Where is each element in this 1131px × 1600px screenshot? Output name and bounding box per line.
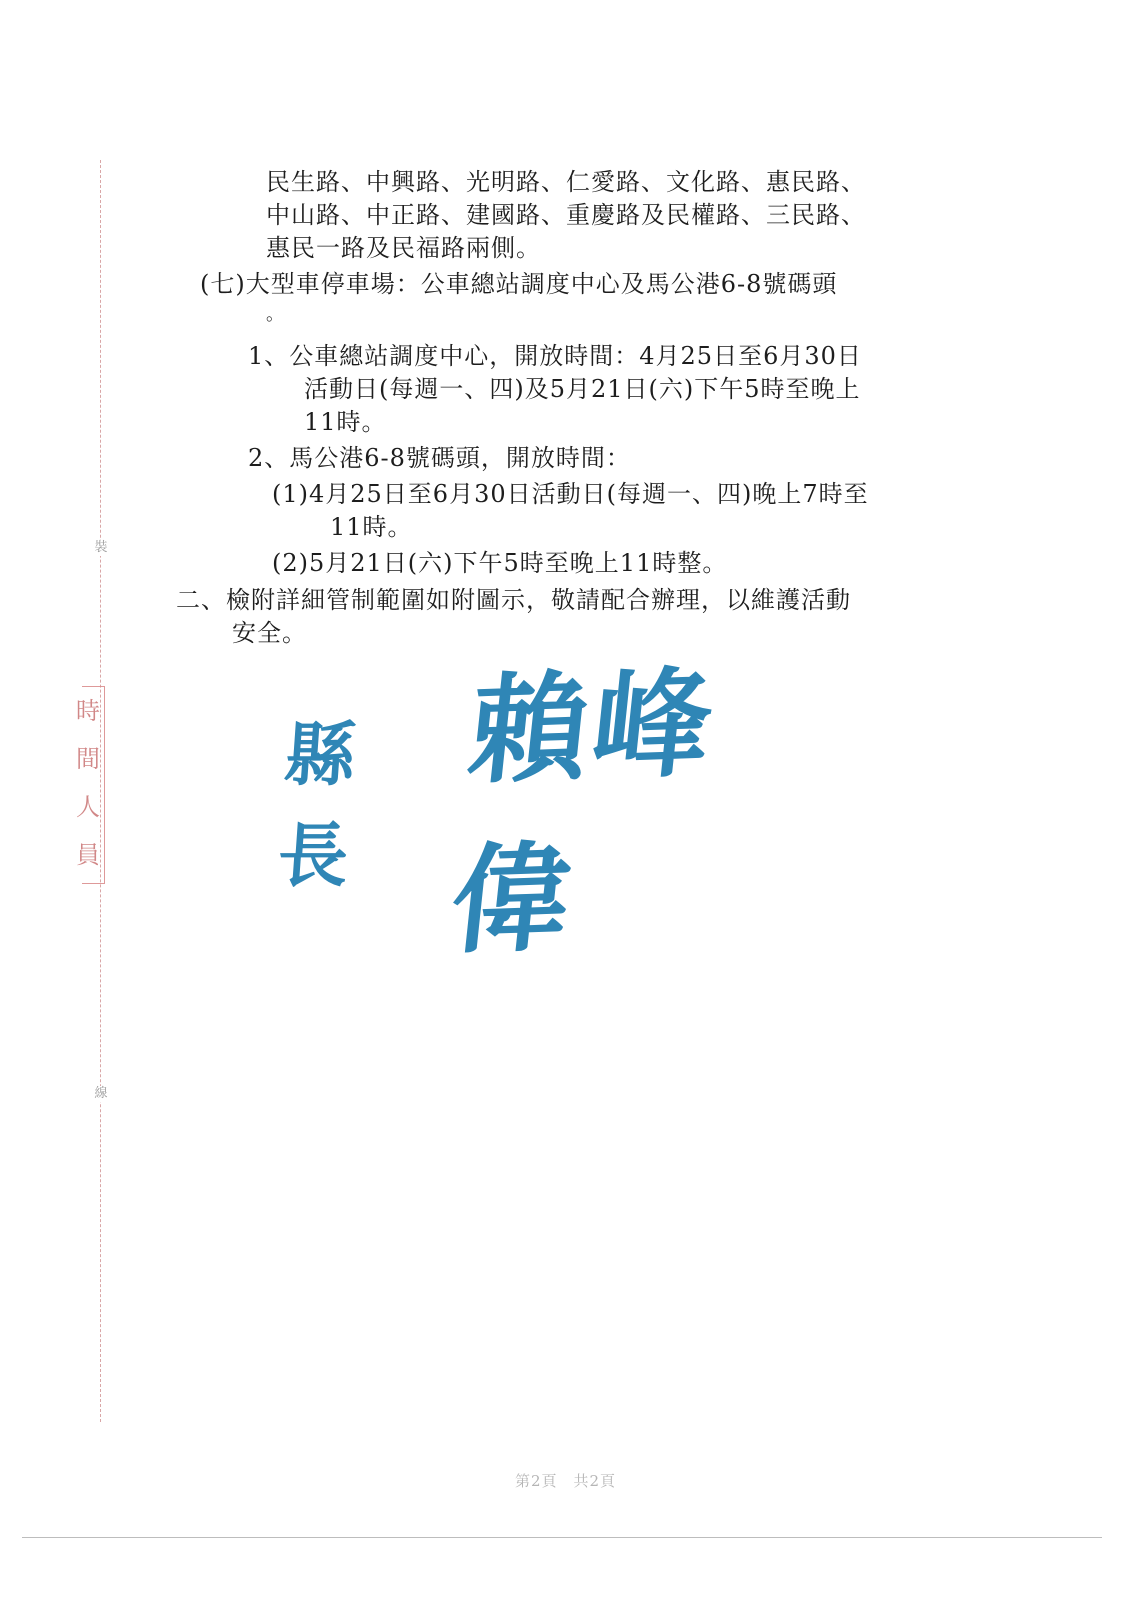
seal-stamp [76,686,105,884]
body-line-9: 2、馬公港6-8號碼頭，開放時間： [248,444,631,472]
binding-mark-bottom: 線 [90,1086,112,1102]
body-line-3: 惠民一路及民福路兩側。 [266,234,541,262]
body-line-7: 活動日(每週一、四)及5月21日(六)下午5時至晚上 [304,375,861,403]
body-line-1: 民生路、中興路、光明路、仁愛路、文化路、惠民路、 [266,168,866,196]
seal-character: 人 [76,793,100,821]
seal-character: 員 [76,841,100,869]
body-line-8: 11時。 [304,408,387,436]
county-magistrate-signature [275,652,822,971]
body-line-11: 11時。 [330,513,413,541]
body-line-10: (1)4月25日至6月30日活動日(每週一、四)晚上7時至 [272,480,869,508]
binding-mark-top: 裝 [90,540,112,556]
body-line-4: (七)大型車停車場：公車總站調度中心及馬公港6-8號碼頭 [200,270,838,298]
body-line-6: 1、公車總站調度中心，開放時間：4月25日至6月30日 [248,342,862,370]
page-indicator: 第2頁 共2頁 [514,1472,617,1490]
body-line-12: (2)5月21日(六)下午5時至晚上11時整。 [272,549,728,577]
body-line-14: 安全。 [232,619,307,647]
body-line-13: 二、檢附詳細管制範圍如附圖示，敬請配合辦理，以維護活動 [176,586,851,614]
footer-divider [22,1537,1102,1538]
body-line-5: 。 [266,304,285,325]
body-line-2: 中山路、中正路、建國路、重慶路及民權路、三民路、 [266,201,866,229]
seal-character: 間 [76,745,100,773]
seal-character: 時 [76,697,100,725]
signature-name: 賴峰偉 [444,652,723,971]
signature-title: 縣長 [275,713,367,897]
